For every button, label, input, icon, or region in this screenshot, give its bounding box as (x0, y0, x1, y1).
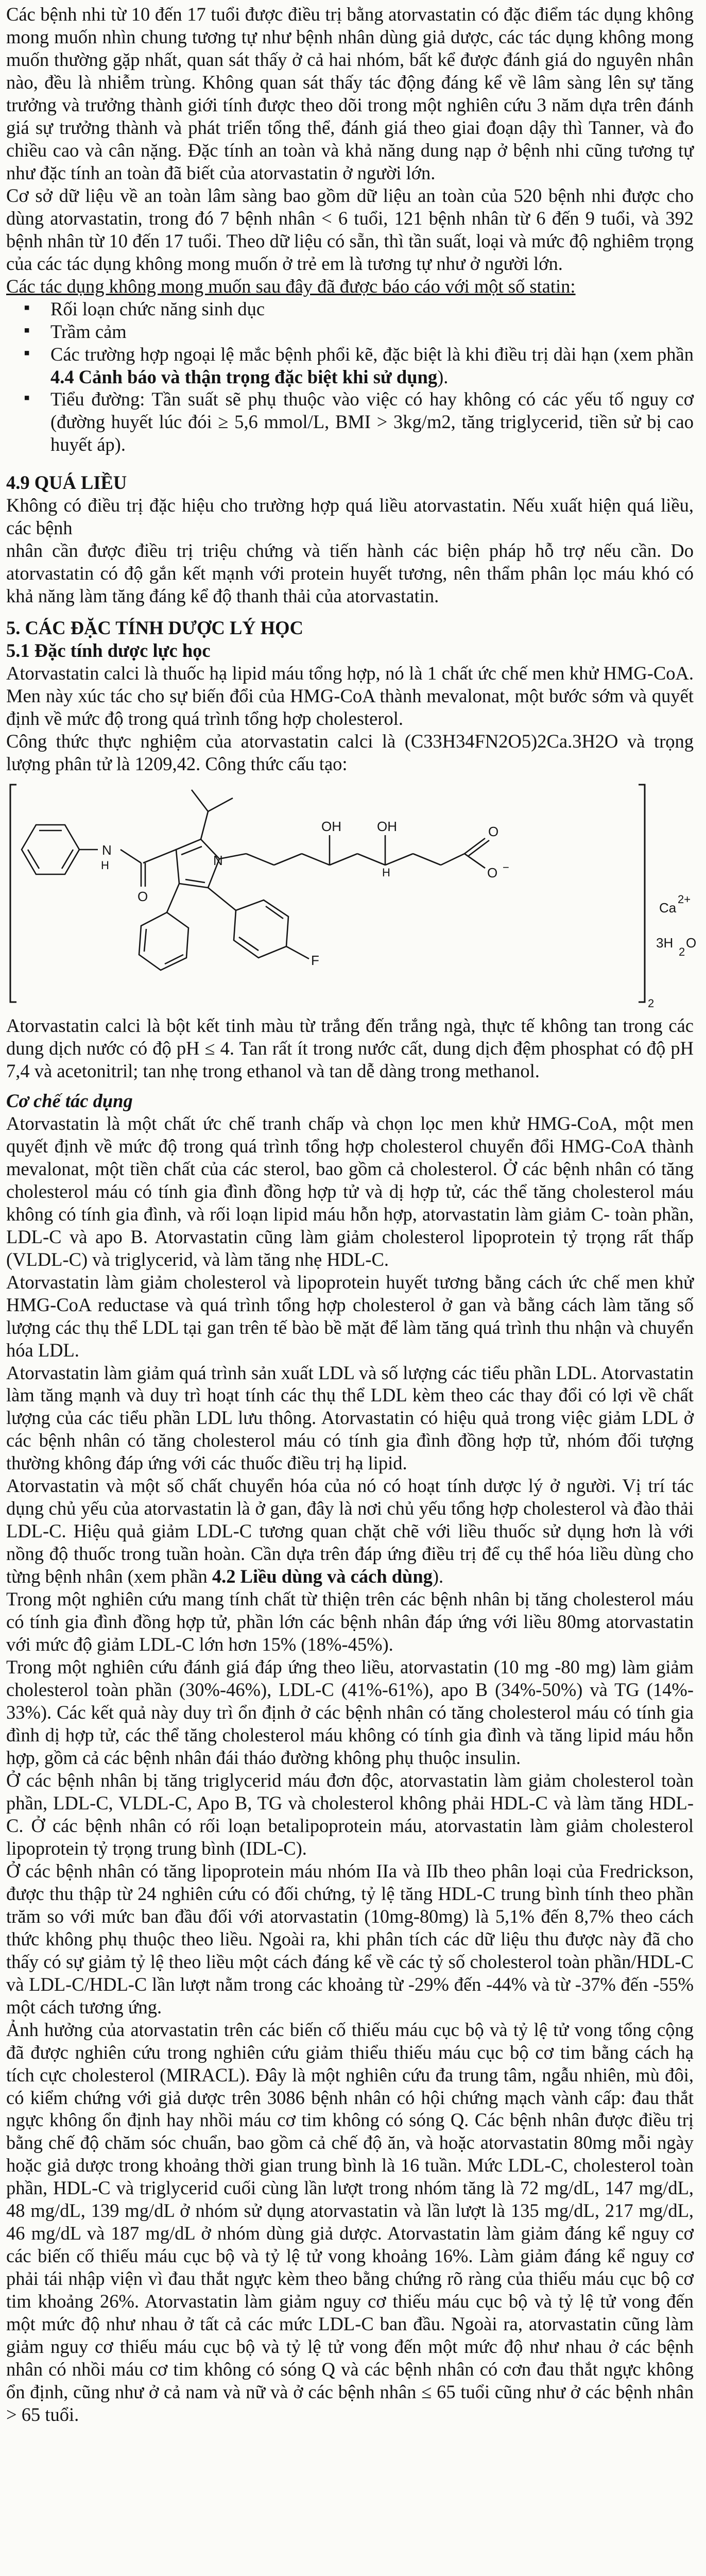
mechanism-paragraph: Trong một nghiên cứu mang tính chất từ thiện trên các bệnh nhân bị tăng cholesterol máu có tính gia đình đồng hợp tử, phần lớn các bệnh nhân đáp ứng với liều 80mg atorvastatin với mức độ giảm LDL-C lớn hơn 15% (18%-45%). (6, 1588, 694, 1655)
section-reference: 4.4 Cảnh báo và thận trọng đặc biệt khi sử dụng (50, 366, 438, 387)
charge-label: − (503, 860, 509, 874)
mechanism-paragraph: Ở các bệnh nhân bị tăng triglycerid máu đơn độc, atorvastatin làm giảm cholesterol toàn phần, LDL-C, VLDL-C, Apo B, TG và cholesterol không phải HDL-C và làm tăng HDL-C. Ở các bệnh nhân có rối loạn betalipoprotein máu, atorvastatin làm giảm cholesterol lipoprotein tỷ trọng trung bình (IDL-C). (6, 1769, 694, 1859)
atom-label: O (488, 823, 499, 839)
atom-label: N (213, 852, 223, 868)
mechanism-paragraph: Trong một nghiên cứu đánh giá đáp ứng theo liều, atorvastatin (10 mg -80 mg) làm giảm cholesterol toàn phần (30%-46%), LDL-C (41%-61%), apo B (34%-50%) và TG (14%- 33%). Các kết quả này duy trì ổn định ở các bệnh nhân có tăng cholesterol máu có tính gia đình dị hợp tử, các thể tăng cholesterol máu không có tính gia đình và tăng lipid máu hỗn hợp, gồm cả các bệnh nhân đái tháo đường không phụ thuộc insulin. (6, 1656, 694, 1768)
section-heading-overdose: 4.9 QUÁ LIỀU (6, 472, 127, 494)
list-item: ▪ Tiểu đường: Tần suất sẽ phụ thuộc vào việc có hay không có các yếu tố nguy cơ (đường huyết lúc đói ≥ 5,6 mmol/L, BMI > 3kg/m2, tăng triglycerid, tiền sử bị cao huyết áp). (50, 388, 694, 456)
statin-adverse-effects-list (6, 298, 694, 456)
atom-label: H (101, 858, 109, 872)
list-item: ▪ Trầm cảm (50, 320, 694, 343)
mechanism-paragraph: Atorvastatin làm giảm quá trình sản xuất LDL và số lượng các tiểu phần LDL. Atorvastatin làm tăng mạnh và duy trì hoạt tính các thụ thể LDL kèm theo các thay đổi có lợi về chất lượng của các tiểu phần LDL lưu thông. Atorvastatin có hiệu quả trong việc giảm LDL ở các bệnh nhân có tăng cholesterol máu có tính gia đình đồng hợp tử, nhóm đối tượng thường không đáp ứng với các thuốc điều trị hạ lipid. (6, 1362, 694, 1474)
section-reference: 4.2 Liều dùng và cách dùng (212, 1566, 433, 1587)
charge-label: 2+ (678, 892, 691, 906)
atom-label: F (311, 952, 319, 968)
overdose-paragraph-1: Không có điều trị đặc hiệu cho trường hợp quá liều atorvastatin. Nếu xuất hiện quá liều, các bệnh (6, 495, 694, 539)
subsection-heading-pharmacodynamics: 5.1 Đặc tính dược lực học (6, 640, 211, 662)
list-item: ▪ Rối loạn chức năng sinh dục (50, 298, 694, 320)
pharm-paragraph-physical: Atorvastatin calci là bột kết tinh màu từ trắng đến trắng ngà, thực tế không tan trong các dung dịch nước có độ pH ≤ 4. Tan rất ít trong nước cất, dung dịch đệm phosphat có độ pH 7,4 và acetonitril; tan nhẹ trong ethanol và tan dễ dàng trong methanol. (6, 1014, 694, 1081)
mechanism-paragraph: Ảnh hưởng của atorvastatin trên các biến cố thiếu máu cục bộ và tỷ lệ tử vong tổng cộng đã được nghiên cứu trong nghiên cứu giảm thiểu thiếu máu cục bộ cơ tim bằng cách hạ tích cực cholesterol (MIRACL). Đây là một nghiên cứu đa trung tâm, ngẫu nhiên, mù đôi, có kiểm chứng với giả dược trên 3086 bệnh nhân có hội chứng mạch vành cấp: đau thắt ngực không ổn định hay nhồi máu cơ tim không có sóng Q. Các bệnh nhân được điều trị bằng chế độ chăm sóc chuẩn, bao gồm cả chế độ ăn, và hoặc atorvastatin 80mg mỗi ngày hoặc giả dược trong khoảng thời gian trung bình là 16 tuần. Mức LDL-C, cholesterol toàn phần, HDL-C và triglycerid cuối cùng lần lượt trong nhóm tăng là 72 mg/dL, 147 mg/dL, 48 mg/dL, 139 mg/dL ở nhóm sử dụng atorvastatin và lần lượt là 135 mg/dL, 217 mg/dL, 46 mg/dL và 187 mg/dL ở nhóm dùng giả dược. Atorvastatin làm giảm đáng kể nguy cơ các biến cố thiếu máu cục bộ và tỷ lệ tử vong khoảng 16%. Làm giảm đáng kể nguy cơ phải tái nhập viện vì đau thắt ngực kèm theo bằng chứng rõ ràng của thiếu máu cục bộ cơ tim khoảng 26%. Atorvastatin làm giảm nguy cơ thiếu máu cục bộ và tỷ lệ tử vong đến một mức độ như nhau ở tất cả các mức LDL-C ban đầu. Ngoài ra, atorvastatin cũng làm giảm nguy cơ thiếu máu cục bộ và tỷ lệ tử vong đến một mức độ như nhau ở các bệnh nhân có nhồi máu cơ tim không có sóng Q và các bệnh nhân có cơn đau thắt ngực không ổn định, cũng như ở cả nam và nữ và ở các bệnh nhân ≤ 65 tuổi cũng như ở các bệnh nhân > 65 tuổi. (6, 2019, 694, 2426)
atom-label: Ca (659, 900, 677, 916)
overdose-paragraph-2: nhân cần được điều trị triệu chứng và tiến hành các biện pháp hỗ trợ nếu cần. Do atorvastatin có độ gắn kết mạnh với protein huyết tương, nên thẩm phân lọc máu khó có khả năng làm tăng đáng kể độ thanh thải của atorvastatin. (6, 540, 694, 607)
atom-label: O (137, 888, 148, 904)
mechanism-paragraph: Ở các bệnh nhân có tăng lipoprotein máu nhóm IIa và IIb theo phân loại của Fredrickson, được thu thập từ 24 nghiên cứu có đối chứng, tỷ lệ tăng HDL-C trung bình tính theo phần trăm so với mức ban đầu đối với atorvastatin (10mg-80mg) là 5,1% đến 8,7% theo cách thức không phụ thuộc theo liều. Ngoài ra, khi phân tích các dữ liệu thu được này đã cho thấy có sự giảm tỷ lệ theo liều một cách đáng kể về các tỷ số cholesterol toàn phần/HDL-C và LDL-C/HDL-C lần lượt nằm trong các khoảng từ -29% đến -44% và từ -37% đến -55% một cách tương ứng. (6, 1860, 694, 2018)
structural-formula (6, 777, 697, 1012)
atom-label: N (102, 842, 112, 858)
subscript-label: 2 (648, 996, 655, 1010)
atom-label: H (382, 866, 390, 879)
atom-label: O (686, 935, 697, 951)
section-heading-mechanism: Cơ chế tác dụng (6, 1090, 133, 1111)
mechanism-paragraph: Atorvastatin làm giảm cholesterol và lipoprotein huyết tương bằng cách ức chế men khử HMG-CoA reductase và quá trình tổng hợp cholesterol ở gan và bằng cách làm tăng số lượng các thụ thể LDL tại gan trên tế bào bề mặt để làm tăng quá trình thu nhận và chuyển hóa LDL. (6, 1271, 694, 1361)
safety-statin-intro: Các tác dụng không mong muốn sau đây đã được báo cáo với một số statin: (6, 275, 576, 297)
safety-paragraph-pediatric: Các bệnh nhi từ 10 đến 17 tuổi được điều trị bằng atorvastatin có đặc điểm tác dụng không mong muốn nhìn chung tương tự như bệnh nhân dùng giả dược, các tác dụng không mong muốn thường gặp nhất, quan sát thấy ở cả hai nhóm, bất kể được đánh giá do nguyên nhân nào, đều là nhiễm trùng. Không quan sát thấy tác động đáng kể về lâm sàng lên sự tăng trưởng và trưởng thành giới tính được theo dõi trong một nghiên cứu 3 năm dựa trên đánh giá sự trưởng thành và phát triển tổng thể, đánh giá theo giai đoạn dậy thì Tanner, và đo chiều cao và cân nặng. Đặc tính an toàn và khả năng dung nạp ở bệnh nhi cũng tương tự như đặc tính an toàn đã biết của atorvastatin ở người lớn. (6, 4, 694, 183)
subscript-label: 2 (679, 945, 685, 958)
atom-label: 3H (656, 935, 674, 951)
pharm-paragraph-formula: Công thức thực nghiệm của atorvastatin calci là (C33H34FN2O5)2Ca.3H2O và trọng lượng phân tử là 1209,42. Công thức cấu tạo: (6, 731, 694, 774)
list-item: ▪ Các trường hợp ngoại lệ mắc bệnh phổi kẽ, đặc biệt là khi điều trị dài hạn (xem phần 4.4 Cảnh báo và thận trọng đặc biệt khi sử dụng). (50, 343, 694, 388)
structural-formula-drawing (6, 777, 697, 1012)
safety-paragraph-database: Cơ sở dữ liệu về an toàn lâm sàng bao gồm dữ liệu an toàn của 520 bệnh nhi được cho dùng atorvastatin, trong đó 7 bệnh nhân < 6 tuổi, 121 bệnh nhân từ 6 đến 9 tuổi, và 392 bệnh nhân từ 10 đến 17 tuổi. Theo dữ liệu có sẵn, thì tần suất, loại và mức độ nghiêm trọng của các tác dụng không mong muốn ở trẻ em là tương tự như ở người lớn. (6, 184, 694, 274)
atom-label: OH (321, 818, 341, 834)
mechanism-paragraph: Atorvastatin là một chất ức chế tranh chấp và chọn lọc men khử HMG-CoA, một men quyết định về mức độ trong quá trình tổng hợp cholesterol chuyển đổi HMG-CoA thành mevalonat, một tiền chất của các sterol, bao gồm cả cholesterol. Ở các bệnh nhân có tăng cholesterol máu có tính gia đình đồng hợp tử và dị hợp tử, các thể tăng cholesterol máu không có tính gia đình, và rối loạn lipid máu hỗn hợp, atorvastatin làm giảm C- toàn phần, LDL-C và apo B. Atorvastatin cũng làm giảm cholesterol lipoprotein tỷ trọng rất thấp (VLDL-C) và triglycerid, và làm tăng nhẹ HDL-C. (6, 1112, 694, 1270)
pharm-paragraph-1: Atorvastatin calci là thuốc hạ lipid máu tổng hợp, nó là 1 chất ức chế men khử HMG-CoA. Men này xúc tác cho sự biến đổi của HMG-CoA thành mevalonat, một bước sớm và quyết định về mức độ trong quá trình tổng hợp cholesterol. (6, 663, 694, 730)
atom-label: O (487, 865, 498, 880)
mechanism-paragraph: Atorvastatin và một số chất chuyển hóa của nó có hoạt tính dược lý ở người. Vị trí tác dụng chủ yếu của atorvastatin là ở gan, đây là nơi chủ yếu tổng hợp cholesterol và đào thải LDL-C. Hiệu quả giảm LDL-C tương quan chặt chẽ với liều thuốc sử dụng hơn là với nồng độ thuốc trong tuần hoàn. Cần dựa trên đáp ứng điều trị để cụ thể hóa liều dùng cho từng bệnh nhân (xem phần 4.2 Liều dùng và cách dùng). (6, 1475, 694, 1587)
atom-label: OH (377, 818, 397, 834)
section-heading-pharmacology: 5. CÁC ĐẶC TÍNH DƯỢC LÝ HỌC (6, 617, 303, 639)
